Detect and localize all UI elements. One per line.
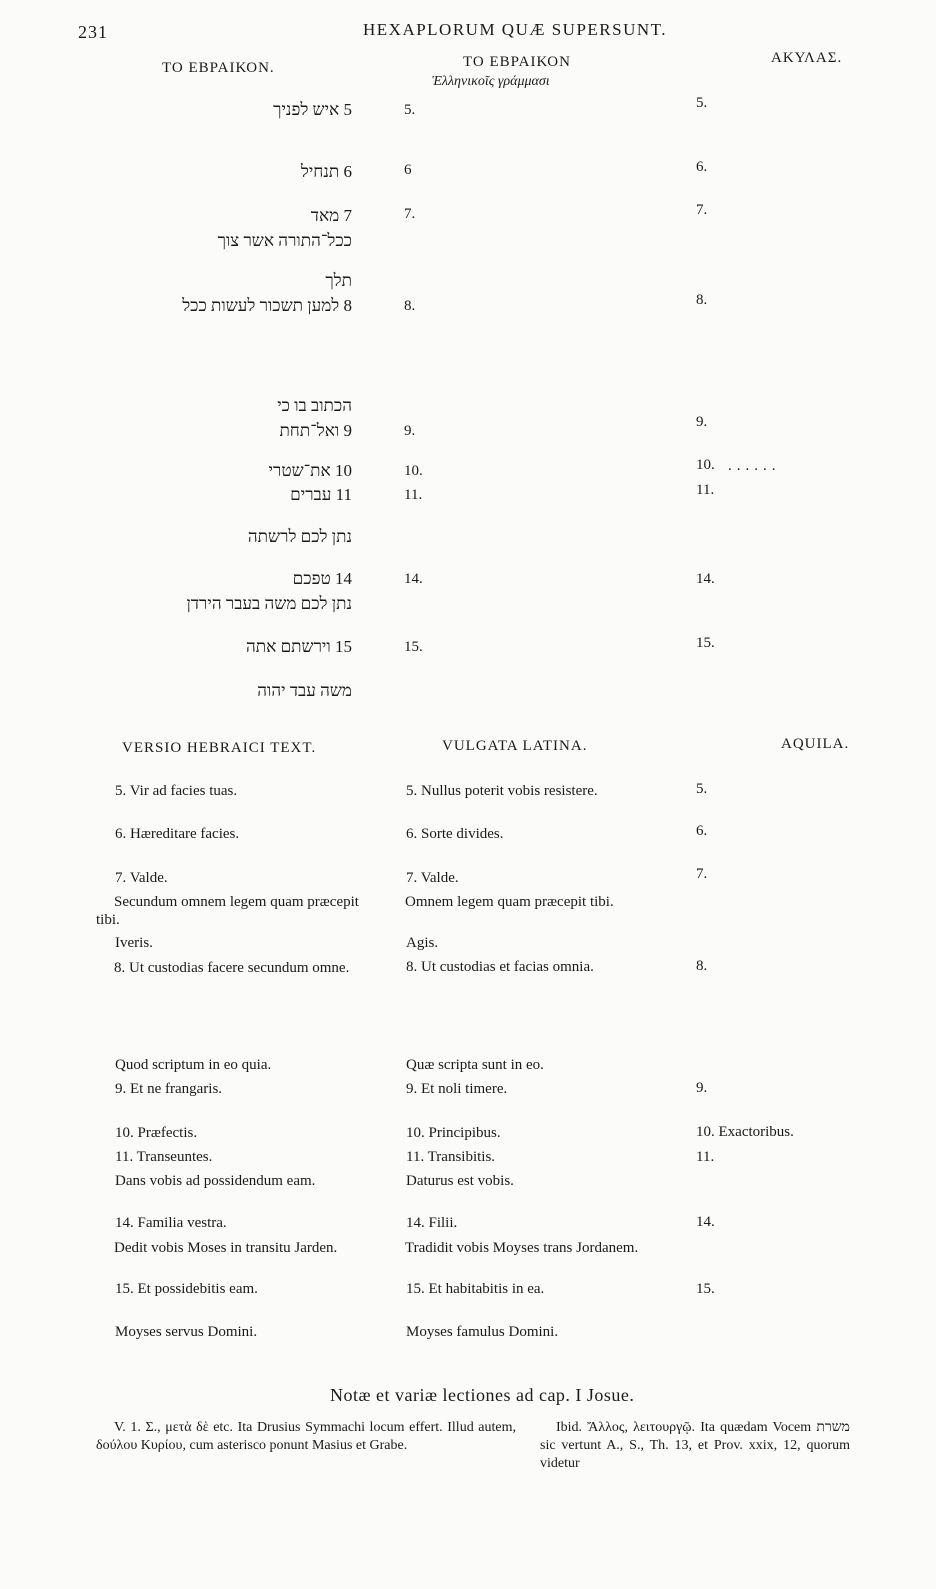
translit-number: 8.: [404, 298, 416, 314]
vulgata-line: Daturus est vobis.: [406, 1173, 514, 1189]
hebrew-line: 15 וירשתם אתה: [245, 637, 352, 656]
hebrew-line: הכתוב בו כי: [277, 396, 352, 415]
aquila-line: 9.: [696, 1080, 708, 1096]
page-number: 231: [78, 22, 108, 42]
vulgata-line: Quæ scripta sunt in eo.: [406, 1057, 544, 1073]
translit-number: 14.: [404, 571, 423, 587]
col-header-greek-letters: TO ΕΒΡΑΙΚΟΝ: [463, 54, 571, 70]
vulgata-line: 8. Ut custodias et facias omnia.: [406, 959, 594, 975]
hebrew-line: 14 טפכם: [292, 569, 352, 588]
aquila-dots: ......: [728, 458, 781, 474]
aquila-number: 14.: [696, 571, 715, 587]
translit-number: 10.: [404, 463, 423, 479]
aquila-number: 8.: [696, 292, 708, 308]
versio-line: Dans vobis ad possidendum eam.: [115, 1173, 316, 1189]
aquila-line: 8.: [696, 958, 708, 974]
translit-number: 11.: [404, 487, 423, 503]
versio-line: 14. Familia vestra.: [115, 1215, 227, 1231]
vulgata-line: Omnem legem quam præcepit tibi.: [405, 894, 614, 910]
versio-line: Moyses servus Domini.: [115, 1324, 258, 1340]
aquila-number: 5.: [696, 95, 708, 111]
hebrew-line: משה עבד יהוה: [257, 681, 352, 700]
vulgata-line: 10. Principibus.: [406, 1125, 501, 1141]
vulgata-line: 14. Filii.: [406, 1215, 458, 1231]
aquila-number: 9.: [696, 414, 708, 430]
aquila-number: 6.: [696, 159, 708, 175]
vulgata-line: 6. Sorte divides.: [406, 826, 504, 842]
vulgata-line: 15. Et habitabitis in ea.: [406, 1281, 545, 1297]
versio-line: Dedit vobis Moses in transitu Jarden.: [114, 1240, 338, 1256]
aquila-line: 5.: [696, 781, 708, 797]
col-header-versio: VERSIO HEBRAICI TEXT.: [122, 740, 317, 756]
hebrew-line: נתן לכם לרשתה: [247, 527, 352, 546]
aquila-line: 14.: [696, 1214, 715, 1230]
aquila-number: 7.: [696, 202, 708, 218]
versio-line: Iveris.: [115, 935, 153, 951]
vulgata-line: 9. Et noli timere.: [406, 1081, 508, 1097]
col-header-vulgata: VULGATA LATINA.: [442, 738, 588, 754]
hebrew-line: נתן לכם משה בעבר הירדן: [186, 594, 352, 613]
hebrew-line: 10 את־שטרי: [268, 461, 352, 480]
translit-number: 7.: [404, 206, 416, 222]
versio-line: 5. Vir ad facies tuas.: [115, 783, 238, 799]
vulgata-line: 7. Valde.: [406, 870, 459, 886]
hebrew-line: תלך: [325, 271, 352, 290]
versio-line: 15. Et possidebitis eam.: [115, 1281, 258, 1297]
running-title: HEXAPLORUM QUÆ SUPERSUNT.: [363, 20, 668, 39]
vulgata-line: Tradidit vobis Moyses trans Jordanem.: [405, 1240, 639, 1256]
vulgata-line: 5. Nullus poterit vobis resistere.: [406, 783, 598, 799]
hebrew-line: 5 איש לפניך: [273, 100, 352, 119]
col-header-aquila: ΑΚΥΛΑΣ.: [771, 50, 843, 66]
note-right: Ibid. Ἄλλος, λειτουργῷ. Ita quædam Vocem משרת sic vertunt A., S., Th. 13, et Prov. xxix, 12, quorum videtur: [540, 1420, 850, 1471]
aquila-line: 6.: [696, 823, 708, 839]
aquila-line: 10. Exactoribus.: [696, 1124, 794, 1140]
hebrew-line: 7 מאד: [310, 206, 352, 225]
hebrew-line: 11 עברים: [290, 485, 352, 504]
versio-line: 6. Hæreditare facies.: [115, 826, 240, 842]
hebrew-line: ככל־התורה אשר צוך: [217, 231, 352, 250]
aquila-number: 11.: [696, 482, 715, 498]
notes-title: Notæ et variæ lectiones ad cap. I Josue.: [330, 1385, 635, 1405]
hebrew-line: 9 ואל־תחת: [279, 421, 352, 440]
aquila-line: 11.: [696, 1149, 715, 1165]
vulgata-line: Moyses famulus Domini.: [406, 1324, 559, 1340]
hebrew-line: 8 למען תשכור לעשות ככל: [182, 296, 352, 315]
translit-number: 6: [404, 162, 412, 178]
vulgata-line: 11. Transibitis.: [406, 1149, 496, 1165]
aquila-number: 10.: [696, 457, 715, 473]
note-left: V. 1. Σ., μετὰ δὲ etc. Ita Drusius Symmachi locum effert. Illud autem, δούλου Κυρίου, cum asterisco ponunt Masius et Grabe.: [96, 1420, 516, 1453]
versio-line: 10. Præfectis.: [115, 1125, 198, 1141]
versio-line: 8. Ut custodias facere secundum omne.: [114, 960, 350, 976]
versio-line: Quod scriptum in eo quia.: [115, 1057, 272, 1073]
translit-number: 15.: [404, 639, 423, 655]
col-header-hebrew: TO ΕΒΡΑΙΚΟΝ.: [162, 60, 275, 76]
translit-number: 9.: [404, 423, 416, 439]
aquila-number: 15.: [696, 635, 715, 651]
aquila-line: 7.: [696, 866, 708, 882]
translit-number: 5.: [404, 102, 416, 118]
hebrew-line: 6 תנחיל: [300, 162, 352, 181]
versio-line: 9. Et ne frangaris.: [115, 1081, 223, 1097]
aquila-line: 15.: [696, 1281, 715, 1297]
col-header-aquila-latin: AQUILA.: [781, 736, 850, 752]
versio-line: 7. Valde.: [115, 870, 168, 886]
vulgata-line: Agis.: [406, 935, 439, 951]
versio-line: Secundum omnem legem quam præcepit tibi.: [96, 894, 359, 928]
versio-line: 11. Transeuntes.: [115, 1149, 213, 1165]
col-subheader-greek-letters: Ἑλληνικοῖς γράμμασι: [432, 74, 550, 89]
